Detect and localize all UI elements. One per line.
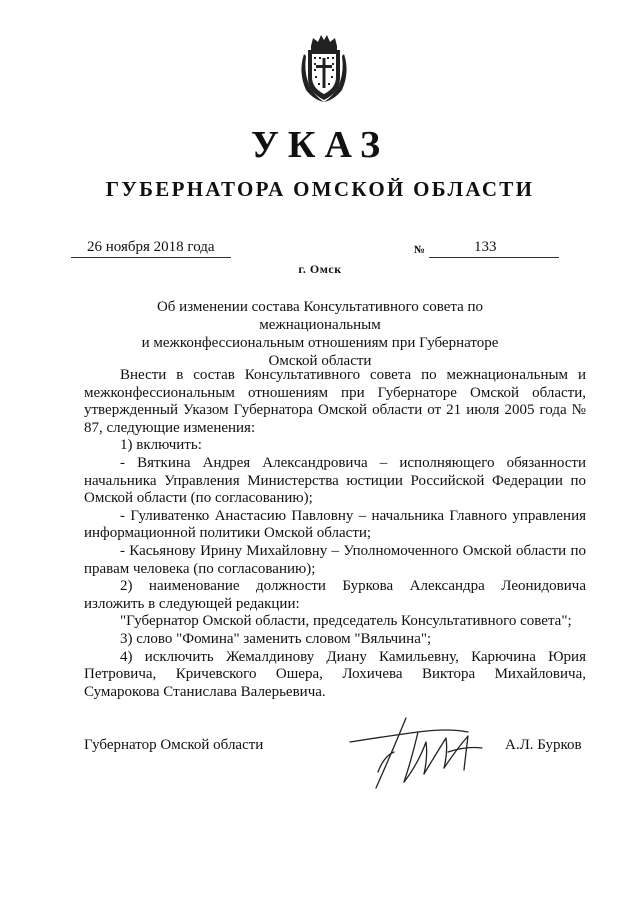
body-paragraph: - Гуливатенко Анастасию Павловну – начальника Главного управления информационной политики Омской области; (84, 507, 586, 542)
document-city: г. Омск (298, 262, 342, 276)
handwritten-signature-icon (348, 712, 498, 790)
body-paragraph: - Касьянову Ирину Михайловну – Уполномоченного Омской области по правам человека (по согласованию); (84, 542, 586, 577)
document-subtitle: ГУБЕРНАТОРА ОМСКОЙ ОБЛАСТИ (105, 177, 535, 201)
body-paragraph: 4) исключить Жемалдинову Диану Камильевну, Карючина Юрия Петровича, Кричевского Ошера, Лохичева Виктора Михайловича, Сумарокова Станислава Валерьевича. (84, 648, 586, 700)
document-number: 133 (474, 239, 497, 255)
signatory-name: А.Л. Бурков (505, 737, 582, 753)
date-underline (71, 257, 231, 258)
body-paragraph: 2) наименование должности Буркова Александра Леонидовича изложить в следующей редакции: (84, 578, 586, 612)
document-body (84, 367, 586, 701)
body-paragraph: - Вяткина Андрея Александровича – исполняющего обязанности начальника Управления Министерства юстиции Российской Федерации по Омской области (по согласованию); (84, 454, 586, 507)
body-paragraph: 1) включить: (120, 437, 202, 454)
omsk-coat-of-arms-icon (294, 32, 354, 104)
document-heading (100, 298, 540, 370)
body-paragraph: Внести в состав Консультативного совета по межнациональным и межконфессиональным отношениям при Губернаторе Омской области, утвержденный Указом Губернатора Омской области от 21 июля 2005 года № 87, следующие изменения: (84, 367, 586, 436)
body-paragraph: "Губернатор Омской области, председатель Консультативного совета"; (120, 613, 572, 630)
document-title: УКАЗ (251, 124, 389, 166)
heading-line: Об изменении состава Консультативного совета по межнациональным (156, 299, 484, 333)
number-underline (429, 257, 559, 258)
number-label: № (414, 244, 426, 256)
signatory-role: Губернатор Омской области (84, 737, 264, 753)
body-paragraph: 3) слово "Фомина" заменить словом "Вяльчина"; (120, 630, 432, 647)
document-date: 26 ноября 2018 года (87, 239, 215, 255)
heading-line: и межконфессиональным отношениям при Губернаторе (141, 335, 499, 351)
heading-line: Омской области (268, 353, 372, 369)
